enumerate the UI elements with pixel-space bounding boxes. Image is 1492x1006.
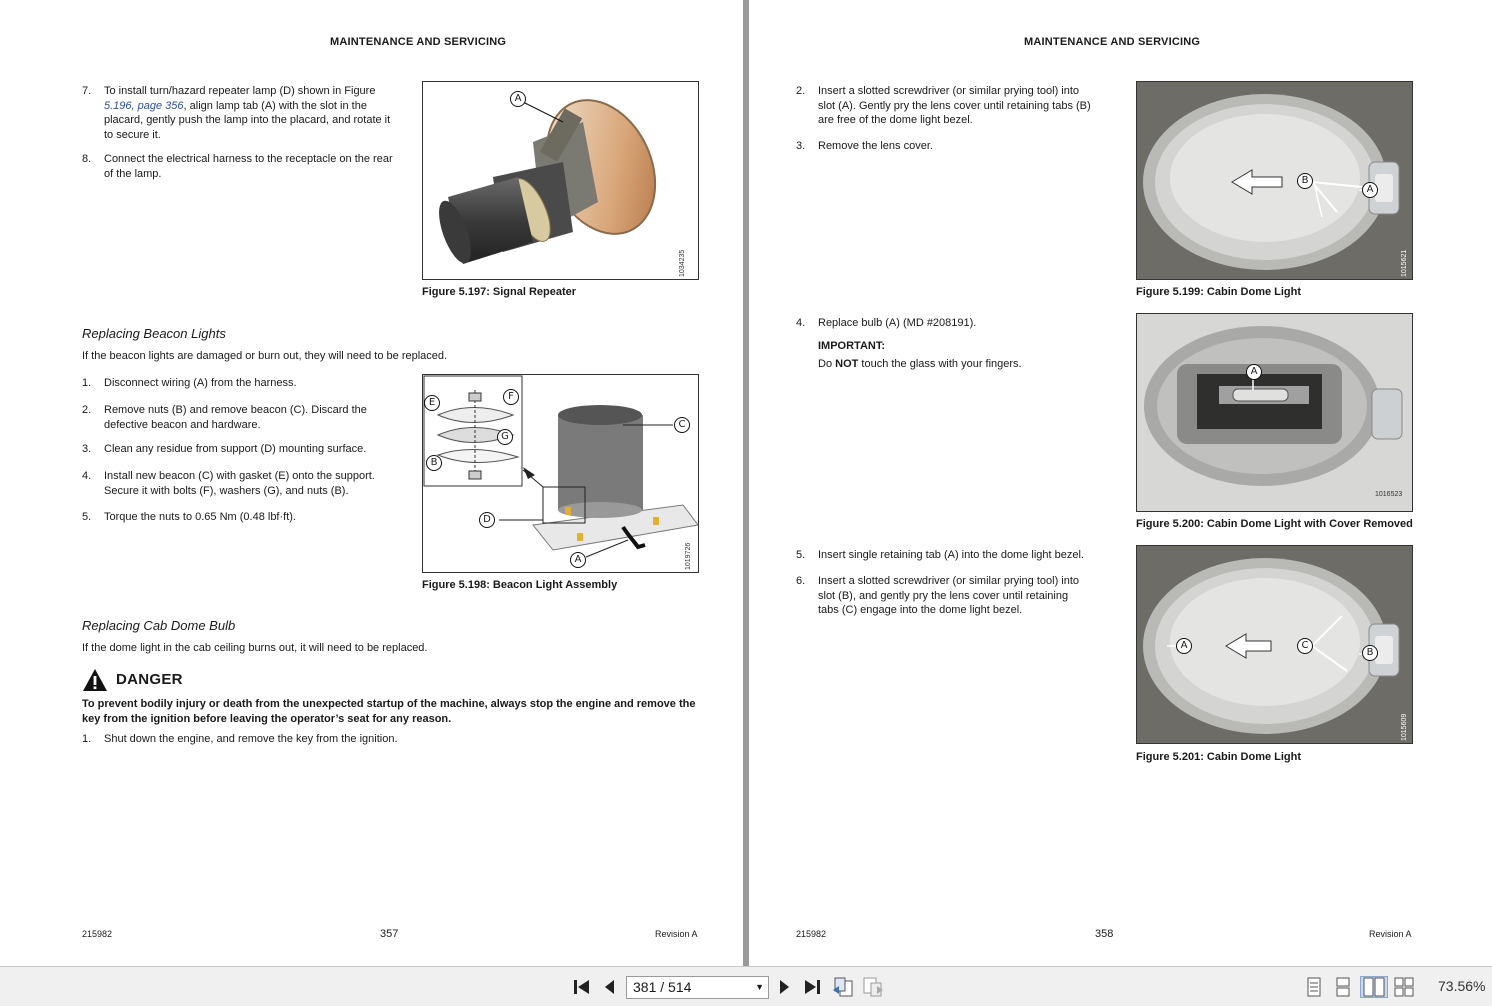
figure-signal-repeater [422,81,699,280]
step-7-line: to secure it. [104,128,161,141]
beacon-step-4-line: Secure it with bolts (F), washers (G), and nuts (B). [104,484,349,497]
next-view-icon [861,976,885,998]
step-number: 1. [82,377,92,389]
figure-id: 1015609 [1401,713,1408,741]
dome-light-photo [1137,82,1413,280]
previous-page-button[interactable] [598,976,620,998]
continuous-view-button[interactable] [1331,976,1355,998]
section-title: Replacing Beacon Lights [82,326,226,341]
step-4-text: Replace bulb (A) (MD #208191). [818,317,977,329]
page-357 [0,0,743,966]
figure-id: 1016523 [1375,491,1403,498]
step-7-span: , align lamp tab (A) with the slot in the [183,99,367,112]
figure-cabin-dome-light-install [1136,545,1413,744]
important-span: touch the glass with your fingers. [858,358,1022,370]
beacon-step-2 [104,403,367,432]
last-page-icon [802,978,822,996]
first-page-icon [572,978,592,996]
beacon-assembly-illustration [423,375,699,573]
important-label: IMPORTANT: [818,340,886,352]
step-number: 6. [796,575,806,587]
callout-a: A [1176,638,1192,654]
two-page-continuous-button[interactable] [1392,976,1416,998]
figure-caption: Figure 5.200: Cabin Dome Light with Cover Removed [1136,518,1413,530]
step-2-line: are free of the dome light bezel. [818,114,973,127]
footer-revision: Revision A [1369,929,1412,939]
previous-view-icon [831,976,855,998]
beacon-step-2-line: Remove nuts (B) and remove beacon (C). Discard the [104,404,367,416]
continuous-page-icon [1335,977,1351,997]
step-8-line: Connect the electrical harness to the receptacle on the rear [104,153,393,165]
footer-doc-number: 215982 [796,929,827,939]
page-358 [749,0,1492,966]
page-number-value: 381 / 514 [633,979,692,995]
page-number-input[interactable] [626,976,769,999]
page-back-view-button[interactable] [830,976,856,998]
step-number: 3. [82,443,92,455]
beacon-step-2-line: defective beacon and hardware. [104,418,261,431]
two-page-continuous-icon [1394,977,1414,997]
step-7-line: To install turn/hazard repeater lamp (D) shown in Figure [104,85,376,97]
callout-c: C [674,417,690,433]
callout-b: B [1297,173,1313,189]
dome-light-open-photo [1137,314,1413,512]
figure-cabin-dome-light [1136,81,1413,280]
callout-a: A [570,552,586,568]
callout-b: B [1362,645,1378,661]
important-emphasis: NOT [835,358,859,370]
signal-repeater-illustration [423,82,699,280]
dome-step-1: Shut down the engine, and remove the key from the ignition. [104,733,398,745]
step-5-text: Insert single retaining tab (A) into the dome light bezel. [818,549,1084,561]
step-number: 2. [796,85,806,97]
callout-e: E [424,395,440,411]
section-intro: If the beacon lights are damaged or burn out, they will need to be replaced. [82,350,448,362]
step-8-text [104,152,424,181]
step-number: 1. [82,733,92,745]
callout-a: A [1362,182,1378,198]
step-8-line: of the lamp. [104,167,162,180]
section-title: Replacing Cab Dome Bulb [82,618,236,633]
beacon-step-1: Disconnect wiring (A) from the harness. [104,377,297,389]
warning-triangle-icon [82,668,108,692]
callout-b: B [426,455,442,471]
beacon-step-3: Clean any residue from support (D) mounting surface. [104,443,367,455]
beacon-step-4 [104,469,375,498]
step-7-line: placard, gently push the lamp into the placard, and rotate it [104,114,391,127]
first-page-button[interactable] [570,976,594,998]
callout-c: C [1297,638,1313,654]
step-2-text [818,84,1138,128]
next-page-button[interactable] [774,976,796,998]
callout-g: G [497,429,513,445]
footer-revision: Revision A [655,929,698,939]
footer-page-number: 357 [380,928,399,940]
step-2-line: slot (A). Gently pry the lens cover until retaining tabs (B) [818,99,1091,112]
step-number: 7. [82,85,92,97]
step-number: 5. [796,549,806,561]
next-page-icon [778,978,792,996]
callout-d: D [479,512,495,528]
figure-caption: Figure 5.197: Signal Repeater [422,286,577,298]
figure-link[interactable]: 5.196, page 356 [104,99,184,112]
zoom-level[interactable]: 73.56% [1438,978,1486,994]
beacon-step-4-line: Install new beacon (C) with gasket (E) onto the support. [104,470,375,482]
figure-caption: Figure 5.199: Cabin Dome Light [1136,286,1302,298]
figure-dome-light-cover-removed [1136,313,1413,512]
beacon-step-5: Torque the nuts to 0.65 Nm (0.48 lbf·ft). [104,511,296,523]
single-page-icon [1306,977,1322,997]
step-6-text [818,574,1138,618]
step-6-line: slot (B), and gently pry the lens cover until retaining [818,589,1069,602]
step-number: 4. [82,470,92,482]
figure-beacon-light-assembly [422,374,699,573]
footer-doc-number: 215982 [82,929,113,939]
step-number: 5. [82,511,92,523]
step-7-line [104,99,424,114]
page-header: MAINTENANCE AND SERVICING [1024,36,1201,48]
footer-page-number: 358 [1095,928,1114,940]
callout-a: A [1246,364,1262,380]
last-page-button[interactable] [800,976,824,998]
chevron-down-icon[interactable]: ▼ [755,982,764,992]
step-number: 4. [796,317,806,329]
single-page-view-button[interactable] [1302,976,1326,998]
section-intro: If the dome light in the cab ceiling burns out, it will need to be replaced. [82,642,428,654]
callout-f: F [503,389,519,405]
previous-page-icon [602,978,616,996]
step-2-line: Insert a slotted screwdriver (or similar prying tool) into [818,85,1080,97]
step-3-text: Remove the lens cover. [818,140,933,152]
important-span: Do [818,358,836,370]
callout-a: A [510,91,526,107]
step-7-text [104,84,424,142]
figure-id: 1019726 [685,542,692,570]
two-page-icon [1363,977,1385,997]
figure-id: 1034235 [679,249,686,277]
important-note [818,357,1022,372]
viewer-toolbar [0,966,1492,1006]
figure-caption: Figure 5.198: Beacon Light Assembly [422,579,618,591]
step-number: 8. [82,153,92,165]
page-forward-view-button[interactable] [860,976,886,998]
step-number: 3. [796,140,806,152]
danger-message: To prevent bodily injury or death from the unexpected startup of the machine, always stop the engine and remove the key from the ignition before leaving the operator’s seat for any reason. [82,698,696,725]
figure-id: 1015621 [1401,249,1408,277]
two-page-view-button[interactable] [1360,976,1388,998]
step-6-line: Insert a slotted screwdriver (or similar prying tool) into [818,575,1080,587]
danger-title: DANGER [116,671,183,688]
step-6-line: tabs (C) engage into the dome light bezel. [818,604,1023,617]
page-header: MAINTENANCE AND SERVICING [330,36,507,48]
step-number: 2. [82,404,92,416]
figure-caption: Figure 5.201: Cabin Dome Light [1136,751,1302,763]
